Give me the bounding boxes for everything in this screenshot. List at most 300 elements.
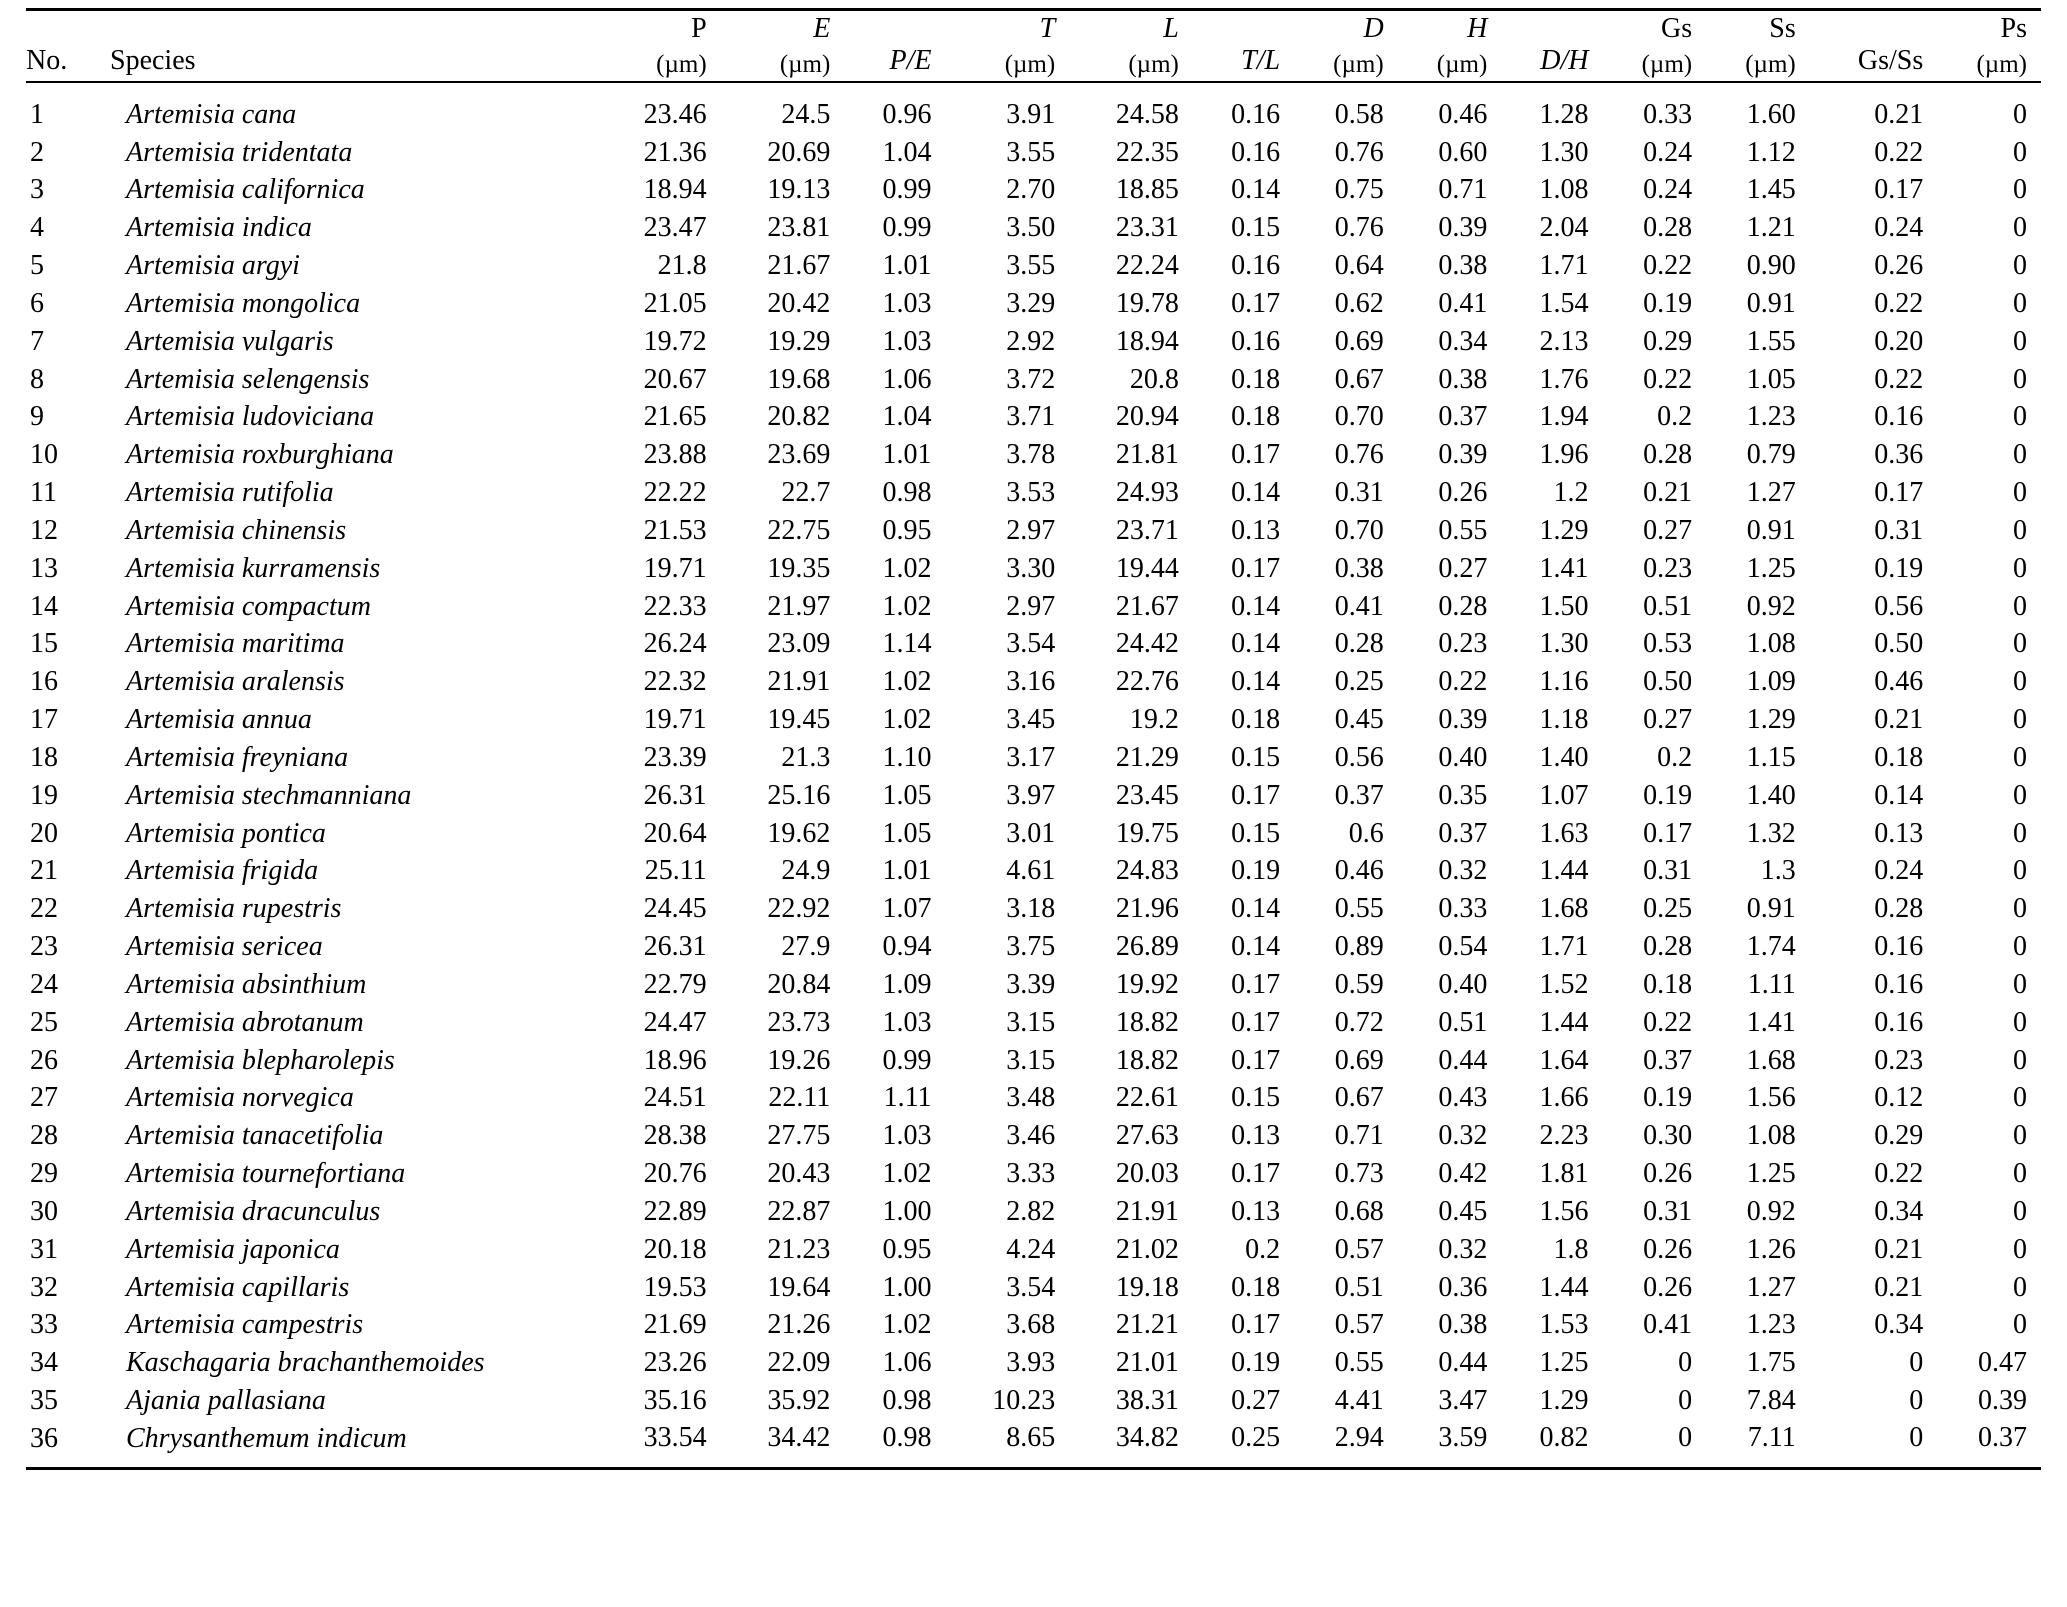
cell-h: 0.28: [1438, 590, 1488, 622]
cell-d: 0.6: [1348, 817, 1384, 849]
cell-e: 21.26: [767, 1309, 831, 1341]
cell-pe: 1.10: [882, 741, 932, 773]
species-name: Artemisia rupestris: [126, 893, 342, 925]
cell-t: 10.23: [992, 1384, 1056, 1416]
cell-tl: 0.14: [1231, 628, 1281, 660]
cell-l: 27.63: [1115, 1120, 1179, 1152]
cell-gs: 0.2: [1657, 741, 1693, 773]
cell-e: 22.11: [768, 1082, 831, 1114]
column-header-l-unit: (µm): [1128, 50, 1179, 78]
cell-tl: 0.18: [1231, 401, 1281, 433]
cell-l: 38.31: [1115, 1384, 1179, 1416]
cell-h: 3.59: [1398, 1420, 1502, 1468]
table-row: [26, 1382, 2041, 1420]
table-row: [26, 1042, 2041, 1080]
cell-no: 28: [30, 1120, 58, 1152]
cell-gsss: 0.24: [1874, 212, 1924, 244]
cell-dh: 1.53: [1539, 1309, 1589, 1341]
cell-ps: 0: [2013, 1309, 2027, 1341]
species-name: Artemisia rutifolia: [126, 477, 334, 509]
cell-ss: 1.68: [1746, 1044, 1796, 1076]
table-row: [26, 928, 2041, 966]
species-name: Artemisia maritima: [126, 628, 345, 660]
cell-dh: 2.13: [1539, 325, 1589, 357]
cell-ps: 0: [2013, 741, 2027, 773]
cell-ss: 1.21: [1746, 212, 1796, 244]
cell-species: [110, 398, 597, 436]
species-name: Artemisia absinthium: [126, 968, 367, 1000]
cell-h: 0.32: [1438, 1233, 1488, 1265]
cell-ss: 0.92: [1746, 1195, 1796, 1227]
cell-l: 23.71: [1115, 514, 1179, 546]
column-header-p-label: P: [691, 13, 707, 44]
cell-t: 3.15: [1006, 1006, 1056, 1038]
cell-gs: 0.21: [1643, 477, 1693, 509]
cell-l: 24.58: [1115, 99, 1179, 131]
cell-d: 0.59: [1334, 968, 1384, 1000]
pollen-measurements-table: [26, 8, 2041, 1470]
cell-gs: 0.33: [1643, 99, 1693, 131]
cell-d: 0.89: [1334, 931, 1384, 963]
cell-pe: 0.95: [882, 1233, 932, 1265]
species-name: Artemisia mongolica: [126, 287, 361, 319]
cell-d: 0.38: [1334, 552, 1384, 584]
cell-ss: 1.74: [1746, 931, 1796, 963]
cell-ss: 7.11: [1706, 1420, 1810, 1468]
cell-d: 0.58: [1334, 99, 1384, 131]
cell-no: 15: [30, 628, 58, 660]
cell-l: 18.85: [1115, 174, 1179, 206]
cell-e: 21.91: [767, 666, 831, 698]
species-name: Artemisia blepharolepis: [126, 1044, 395, 1076]
cell-tl: 0.2: [1245, 1233, 1281, 1265]
cell-tl: 0.14: [1231, 590, 1281, 622]
cell-pe: 0.98: [844, 1420, 945, 1468]
cell-species: [110, 1004, 597, 1042]
cell-e: 22.92: [767, 893, 831, 925]
table-row: [26, 512, 2041, 550]
cell-gs: 0.26: [1643, 1271, 1693, 1303]
table-row: [26, 852, 2041, 890]
species-name: Artemisia vulgaris: [126, 325, 334, 357]
cell-no: 8: [30, 363, 44, 395]
cell-t: 4.24: [1006, 1233, 1056, 1265]
cell-dh: 1.2: [1553, 477, 1589, 509]
cell-tl: 0.17: [1231, 1006, 1281, 1038]
species-name: Artemisia tridentata: [126, 136, 353, 168]
cell-p: 23.26: [643, 1347, 707, 1379]
cell-ss: 0.79: [1746, 439, 1796, 471]
column-header-ss: [1706, 10, 1810, 82]
cell-gsss: 0.12: [1874, 1082, 1924, 1114]
cell-e: 20.43: [767, 1158, 831, 1190]
cell-gsss: 0.13: [1874, 817, 1924, 849]
column-header-p: [597, 10, 721, 82]
cell-p: 24.47: [643, 1006, 707, 1038]
cell-pe: 1.11: [883, 1082, 932, 1114]
cell-d: 0.37: [1334, 779, 1384, 811]
table-row: [26, 134, 2041, 172]
cell-no: 16: [30, 666, 58, 698]
cell-gs: 0.27: [1643, 704, 1693, 736]
column-header-gs-unit: (µm): [1641, 50, 1693, 78]
cell-pe: 1.04: [882, 401, 932, 433]
cell-dh: 1.29: [1539, 514, 1589, 546]
cell-ps: 0: [2013, 212, 2027, 244]
cell-p: 21.65: [643, 401, 707, 433]
cell-h: 0.26: [1438, 477, 1488, 509]
cell-no: 31: [30, 1233, 58, 1265]
cell-p: 19.71: [643, 552, 707, 584]
table-row: [26, 815, 2041, 853]
species-name: Artemisia japonica: [126, 1233, 340, 1265]
cell-tl: 0.19: [1231, 855, 1281, 887]
cell-d: 0.70: [1334, 401, 1384, 433]
cell-h: 0.39: [1438, 212, 1488, 244]
cell-gs: 0.17: [1643, 817, 1693, 849]
cell-species: [110, 1193, 597, 1231]
cell-no: 29: [30, 1158, 58, 1190]
column-header-e: [721, 10, 845, 82]
cell-ps: 0: [2013, 514, 2027, 546]
cell-species: [110, 739, 597, 777]
cell-pe: 1.07: [882, 893, 932, 925]
species-name: Artemisia frigida: [126, 855, 319, 887]
species-name: Artemisia capillaris: [126, 1271, 350, 1303]
cell-no: 36: [26, 1420, 110, 1468]
cell-h: 0.71: [1438, 174, 1488, 206]
table-row: [26, 1420, 2041, 1468]
cell-gs: 0.23: [1643, 552, 1693, 584]
cell-pe: 1.03: [882, 1120, 932, 1152]
cell-no: 22: [30, 893, 58, 925]
table-row: [26, 550, 2041, 588]
cell-ss: 1.29: [1746, 704, 1796, 736]
cell-h: 0.38: [1438, 1309, 1488, 1341]
cell-d: 0.76: [1334, 212, 1384, 244]
cell-gs: 0.51: [1643, 590, 1693, 622]
cell-gsss: 0.34: [1874, 1309, 1924, 1341]
cell-p: 26.31: [643, 779, 707, 811]
cell-gs: 0: [1678, 1347, 1693, 1379]
cell-dh: 1.64: [1539, 1044, 1589, 1076]
cell-dh: 1.18: [1539, 704, 1589, 736]
species-name: Artemisia ludoviciana: [126, 401, 375, 433]
cell-ps: 0: [2013, 779, 2027, 811]
cell-ss: 1.11: [1747, 968, 1796, 1000]
cell-pe: 1.14: [882, 628, 932, 660]
column-header-h-unit: (µm): [1436, 50, 1488, 78]
cell-ss: 1.09: [1746, 666, 1796, 698]
cell-l: 19.44: [1115, 552, 1179, 584]
cell-t: 3.55: [1006, 250, 1056, 282]
cell-ps: 0: [2013, 817, 2027, 849]
cell-tl: 0.16: [1231, 136, 1281, 168]
cell-dh: 1.68: [1539, 893, 1589, 925]
cell-ss: 1.32: [1746, 817, 1796, 849]
cell-d: 0.25: [1334, 666, 1384, 698]
cell-d: 2.94: [1294, 1420, 1398, 1468]
cell-no: 32: [30, 1271, 58, 1303]
cell-ps: 0: [2013, 325, 2027, 357]
cell-d: 0.55: [1334, 1347, 1384, 1379]
cell-d: 0.70: [1334, 514, 1384, 546]
cell-tl: 0.17: [1231, 552, 1281, 584]
cell-pe: 0.94: [882, 931, 932, 963]
cell-d: 0.69: [1334, 1044, 1384, 1076]
cell-ps: 0: [2013, 1082, 2027, 1114]
cell-gs: 0.50: [1643, 666, 1693, 698]
cell-ss: 1.23: [1746, 1309, 1796, 1341]
cell-tl: 0.16: [1231, 325, 1281, 357]
cell-dh: 1.44: [1539, 1006, 1589, 1038]
table-row: [26, 1269, 2041, 1307]
table-row: [26, 436, 2041, 474]
cell-pe: 1.00: [882, 1271, 932, 1303]
column-header-gsss-label: Gs/Ss: [1857, 45, 1924, 76]
cell-p: 24.45: [643, 893, 707, 925]
table-row: [26, 361, 2041, 399]
cell-h: 0.36: [1438, 1271, 1488, 1303]
cell-species: [110, 134, 597, 172]
cell-t: 3.53: [1006, 477, 1056, 509]
cell-pe: 0.99: [882, 174, 932, 206]
cell-ps: 0: [2013, 1158, 2027, 1190]
cell-e: 27.9: [781, 931, 831, 963]
cell-gsss: 0.56: [1874, 590, 1924, 622]
cell-ps: 0: [2013, 1120, 2027, 1152]
cell-e: 20.84: [767, 968, 831, 1000]
cell-ps: 0.37: [1937, 1420, 2041, 1468]
column-header-ps-label: Ps: [2000, 13, 2027, 44]
cell-t: 3.01: [1006, 817, 1056, 849]
species-name: Artemisia compactum: [126, 590, 371, 622]
cell-h: 0.44: [1438, 1044, 1488, 1076]
column-header-dh: [1501, 10, 1602, 82]
cell-t: 3.17: [1006, 741, 1056, 773]
cell-no: 19: [30, 779, 58, 811]
cell-d: 0.64: [1334, 250, 1384, 282]
cell-t: 2.97: [1006, 590, 1056, 622]
cell-e: 21.67: [767, 250, 831, 282]
cell-no: 7: [30, 325, 44, 357]
cell-ss: 1.3: [1760, 855, 1796, 887]
cell-tl: 0.19: [1231, 1347, 1281, 1379]
table-row: [26, 1155, 2041, 1193]
cell-l: 19.75: [1115, 817, 1179, 849]
cell-species: [110, 247, 597, 285]
cell-p: 23.39: [643, 741, 707, 773]
cell-l: 24.93: [1115, 477, 1179, 509]
cell-pe: 0.99: [882, 212, 932, 244]
cell-p: 20.64: [643, 817, 707, 849]
table-head: [26, 10, 2041, 82]
cell-gs: 0.31: [1643, 855, 1693, 887]
cell-ss: 0.92: [1746, 590, 1796, 622]
cell-species: [110, 550, 597, 588]
cell-ss: 1.25: [1746, 1158, 1796, 1190]
cell-no: 20: [30, 817, 58, 849]
cell-dh: 1.30: [1539, 628, 1589, 660]
cell-ps: 0: [2013, 439, 2027, 471]
cell-species: [110, 436, 597, 474]
cell-species: [110, 777, 597, 815]
cell-ps: 0: [2013, 477, 2027, 509]
cell-t: 2.97: [1006, 514, 1056, 546]
cell-gsss: 0.22: [1874, 287, 1924, 319]
cell-e: 19.68: [767, 363, 831, 395]
cell-gs: 0.22: [1643, 250, 1693, 282]
cell-dh: 0.82: [1501, 1420, 1602, 1468]
cell-gs: 0.27: [1643, 514, 1693, 546]
cell-ps: 0: [2013, 1006, 2027, 1038]
table-row: [26, 625, 2041, 663]
cell-d: 0.75: [1334, 174, 1384, 206]
cell-pe: 1.05: [882, 779, 932, 811]
cell-gsss: 0.21: [1874, 99, 1924, 131]
cell-ss: 1.27: [1746, 477, 1796, 509]
cell-p: 18.96: [643, 1044, 707, 1076]
cell-dh: 1.52: [1539, 968, 1589, 1000]
cell-pe: 1.02: [882, 1309, 932, 1341]
cell-ps: 0: [2013, 968, 2027, 1000]
table-row: [26, 209, 2041, 247]
cell-species: [110, 1420, 597, 1468]
cell-e: 19.62: [767, 817, 831, 849]
cell-t: 2.82: [1006, 1195, 1056, 1227]
cell-h: 0.39: [1438, 439, 1488, 471]
cell-gs: 0.31: [1643, 1195, 1693, 1227]
cell-species: [110, 1231, 597, 1269]
cell-t: 3.72: [1006, 363, 1056, 395]
cell-e: 20.82: [767, 401, 831, 433]
cell-gsss: 0.16: [1874, 931, 1924, 963]
cell-l: 21.96: [1115, 893, 1179, 925]
cell-ss: 0.90: [1746, 250, 1796, 282]
cell-p: 26.31: [643, 931, 707, 963]
column-header-e-label: E: [813, 13, 831, 44]
cell-t: 4.61: [1006, 855, 1056, 887]
table-body: [26, 82, 2041, 1468]
species-name: Artemisia chinensis: [126, 514, 347, 546]
cell-pe: 1.02: [882, 552, 932, 584]
cell-dh: 1.94: [1539, 401, 1589, 433]
cell-pe: 1.02: [882, 666, 932, 698]
cell-species: [110, 474, 597, 512]
cell-gs: 0.22: [1643, 1006, 1693, 1038]
cell-ss: 1.23: [1746, 401, 1796, 433]
cell-gsss: 0.29: [1874, 1120, 1924, 1152]
cell-tl: 0.14: [1231, 893, 1281, 925]
cell-d: 0.71: [1334, 1120, 1384, 1152]
cell-h: 0.35: [1438, 779, 1488, 811]
cell-p: 33.54: [597, 1420, 721, 1468]
cell-ss: 1.55: [1746, 325, 1796, 357]
cell-dh: 1.81: [1539, 1158, 1589, 1190]
cell-species: [110, 323, 597, 361]
column-header-h-label: H: [1467, 13, 1488, 44]
cell-t: 3.97: [1006, 779, 1056, 811]
table-row: [26, 171, 2041, 209]
cell-no: 33: [30, 1309, 58, 1341]
cell-ps: 0: [2013, 401, 2027, 433]
cell-h: 0.41: [1438, 287, 1488, 319]
cell-h: 0.45: [1438, 1195, 1488, 1227]
cell-no: 26: [30, 1044, 58, 1076]
cell-gsss: 0.36: [1874, 439, 1924, 471]
cell-l: 21.21: [1115, 1309, 1179, 1341]
cell-ss: 1.25: [1746, 552, 1796, 584]
cell-p: 22.79: [643, 968, 707, 1000]
cell-l: 19.2: [1129, 704, 1179, 736]
cell-t: 3.91: [1006, 99, 1056, 131]
cell-species: [110, 1155, 597, 1193]
cell-dh: 1.96: [1539, 439, 1589, 471]
cell-ps: 0: [2013, 174, 2027, 206]
cell-d: 0.51: [1334, 1271, 1384, 1303]
cell-d: 0.76: [1334, 439, 1384, 471]
cell-t: 3.71: [1006, 401, 1056, 433]
cell-no: 10: [30, 439, 58, 471]
cell-gsss: 0.16: [1874, 968, 1924, 1000]
cell-ps: 0: [2013, 628, 2027, 660]
cell-d: 0.31: [1334, 477, 1384, 509]
cell-h: 0.39: [1438, 704, 1488, 736]
cell-no: 6: [30, 287, 44, 319]
cell-dh: 1.07: [1539, 779, 1589, 811]
cell-p: 21.69: [643, 1309, 707, 1341]
cell-e: 23.73: [767, 1006, 831, 1038]
cell-gsss: 0.14: [1874, 779, 1924, 811]
cell-gs: 0.18: [1643, 968, 1693, 1000]
column-header-gs: [1603, 10, 1707, 82]
table-header-row: [26, 10, 2041, 82]
table-row: [26, 890, 2041, 928]
cell-tl: 0.27: [1231, 1384, 1281, 1416]
cell-d: 0.55: [1334, 893, 1384, 925]
cell-pe: 1.09: [882, 968, 932, 1000]
cell-h: 0.37: [1438, 817, 1488, 849]
cell-ss: 1.40: [1746, 779, 1796, 811]
species-name: Artemisia californica: [126, 174, 365, 206]
cell-ss: 1.26: [1746, 1233, 1796, 1265]
cell-gsss: 0.21: [1874, 1233, 1924, 1265]
cell-ss: 1.08: [1746, 628, 1796, 660]
table-row: [26, 966, 2041, 1004]
cell-l: 21.81: [1115, 439, 1179, 471]
cell-h: 0.32: [1438, 1120, 1488, 1152]
cell-species: [110, 1117, 597, 1155]
cell-no: 30: [30, 1195, 58, 1227]
cell-h: 0.44: [1438, 1347, 1488, 1379]
cell-p: 19.71: [643, 704, 707, 736]
species-name: Artemisia selengensis: [126, 363, 370, 395]
cell-ps: 0: [2013, 893, 2027, 925]
cell-no: 14: [30, 590, 58, 622]
cell-l: 24.83: [1115, 855, 1179, 887]
cell-ps: 0: [2013, 136, 2027, 168]
cell-tl: 0.15: [1231, 741, 1281, 773]
species-name: Artemisia argyi: [126, 250, 300, 282]
cell-no: 9: [30, 401, 44, 433]
cell-pe: 1.04: [882, 136, 932, 168]
cell-e: 27.75: [767, 1120, 831, 1152]
cell-no: 18: [30, 741, 58, 773]
cell-ss: 1.08: [1746, 1120, 1796, 1152]
cell-no: 2: [30, 136, 44, 168]
table-row: [26, 588, 2041, 626]
cell-h: 0.60: [1438, 136, 1488, 168]
